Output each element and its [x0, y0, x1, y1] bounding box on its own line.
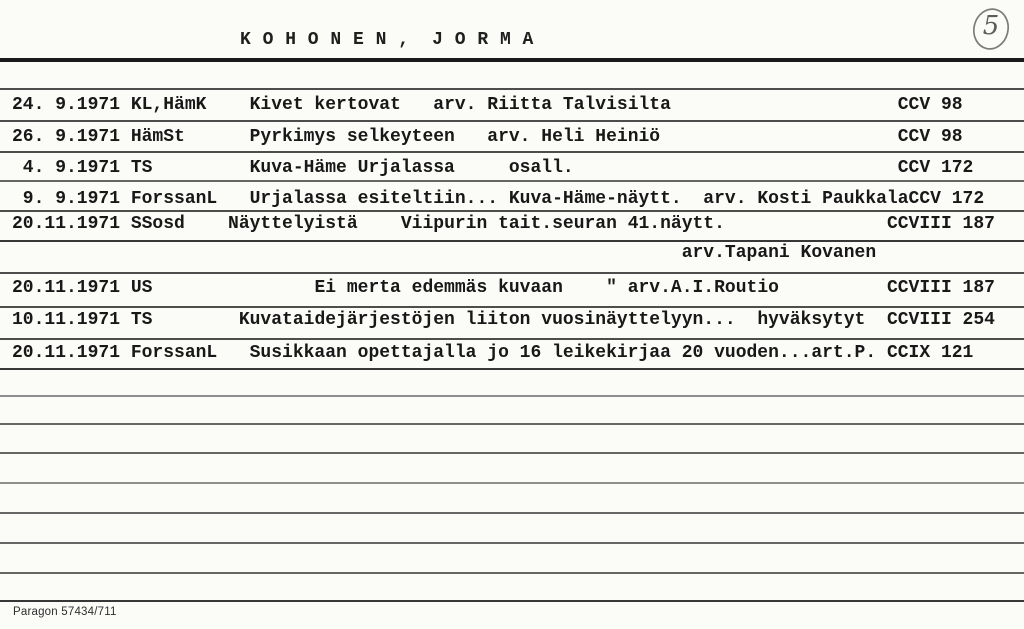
card-stock-label: Paragon 57434/711	[13, 606, 117, 618]
rule	[0, 88, 1024, 90]
entry-detail: osall.	[508, 158, 574, 178]
entry-date: 20.11.1971	[12, 278, 121, 298]
entry-ref: CCVIII 187	[886, 278, 995, 298]
entry-source: US	[130, 278, 153, 298]
entry-detail: " arv.A.I.Routio	[606, 278, 779, 298]
entry-detail: Kuva-Häme-näytt. arv. Kosti Paukkala	[508, 189, 909, 209]
entry-date: 4. 9.1971	[22, 158, 121, 178]
entry-ref: CCV 172	[897, 158, 974, 178]
rule	[0, 482, 1024, 484]
entry-row	[12, 311, 1024, 331]
entry-source: ForssanL	[130, 343, 218, 363]
entry-date: 9. 9.1971	[22, 189, 121, 209]
rule	[0, 272, 1024, 274]
page-number: 5	[982, 11, 1000, 41]
entry-title: Kuvataidejärjestöjen liiton vuosinäyttelyyn...	[238, 310, 736, 330]
entry-detail: arv. Riitta Talvisilta	[433, 95, 671, 115]
entry-title: Kivet kertovat	[249, 95, 401, 115]
entry-title: Susikkaan opettajalla jo 16 leikekirjaa 20 vuoden...art.P.	[249, 343, 877, 363]
rule	[0, 58, 1024, 62]
rule	[0, 306, 1024, 308]
entry-source: SSosd	[130, 214, 185, 234]
rule	[0, 395, 1024, 397]
rule	[0, 368, 1024, 370]
entry-date: 20.11.1971	[12, 214, 121, 234]
entry-row-continuation	[12, 244, 1024, 264]
entry-row	[12, 344, 1024, 364]
rule	[0, 423, 1024, 425]
page-number-badge	[966, 5, 1016, 55]
entry-title: Kuva-Häme Urjalassa	[249, 158, 455, 178]
entry-source: KL,HämK	[130, 95, 207, 115]
entry-ref: CCVIII 254	[886, 310, 995, 330]
entry-date: 20.11.1971	[12, 343, 121, 363]
rule	[0, 180, 1024, 182]
entry-ref: CCV 172	[908, 189, 985, 209]
rule	[0, 338, 1024, 340]
entry-detail: hyväksytyt	[757, 310, 866, 330]
entry-row	[12, 96, 1024, 116]
entry-row	[12, 128, 1024, 148]
rule	[0, 120, 1024, 122]
entry-detail: arv. Heli Heiniö	[487, 127, 661, 147]
card-title: K O H O N E N , J O R M A	[240, 30, 534, 50]
entry-row	[12, 215, 1024, 235]
entry-ref: CCIX 121	[886, 343, 974, 363]
rule	[0, 151, 1024, 153]
entry-source: TS	[130, 310, 153, 330]
entry-row	[12, 159, 1024, 179]
entry-title: Ei merta edemmäs kuvaan	[314, 278, 563, 298]
entry-title: Urjalassa esiteltiin...	[249, 189, 499, 209]
entry-title: Näyttelyistä	[228, 214, 358, 234]
entry-detail: Viipurin tait.seuran 41.näytt.	[400, 214, 725, 234]
rule	[0, 542, 1024, 544]
entry-ref: CCV 98	[897, 95, 963, 115]
entry-row	[12, 190, 1024, 210]
entry-row	[12, 279, 1024, 299]
entry-detail: arv.Tapani Kovanen	[681, 243, 877, 263]
rule	[0, 572, 1024, 574]
entry-date: 10.11.1971	[12, 310, 121, 330]
rule	[0, 210, 1024, 212]
rule	[0, 600, 1024, 602]
entry-date: 26. 9.1971	[12, 127, 121, 147]
rule	[0, 240, 1024, 242]
entry-ref: CCVIII 187	[886, 214, 995, 234]
entry-ref: CCV 98	[897, 127, 963, 147]
entry-source: ForssanL	[130, 189, 218, 209]
entry-source: TS	[130, 158, 153, 178]
rule	[0, 452, 1024, 454]
rule	[0, 512, 1024, 514]
entry-source: HämSt	[130, 127, 185, 147]
entry-title: Pyrkimys selkeyteen	[249, 127, 455, 147]
entry-date: 24. 9.1971	[12, 95, 121, 115]
